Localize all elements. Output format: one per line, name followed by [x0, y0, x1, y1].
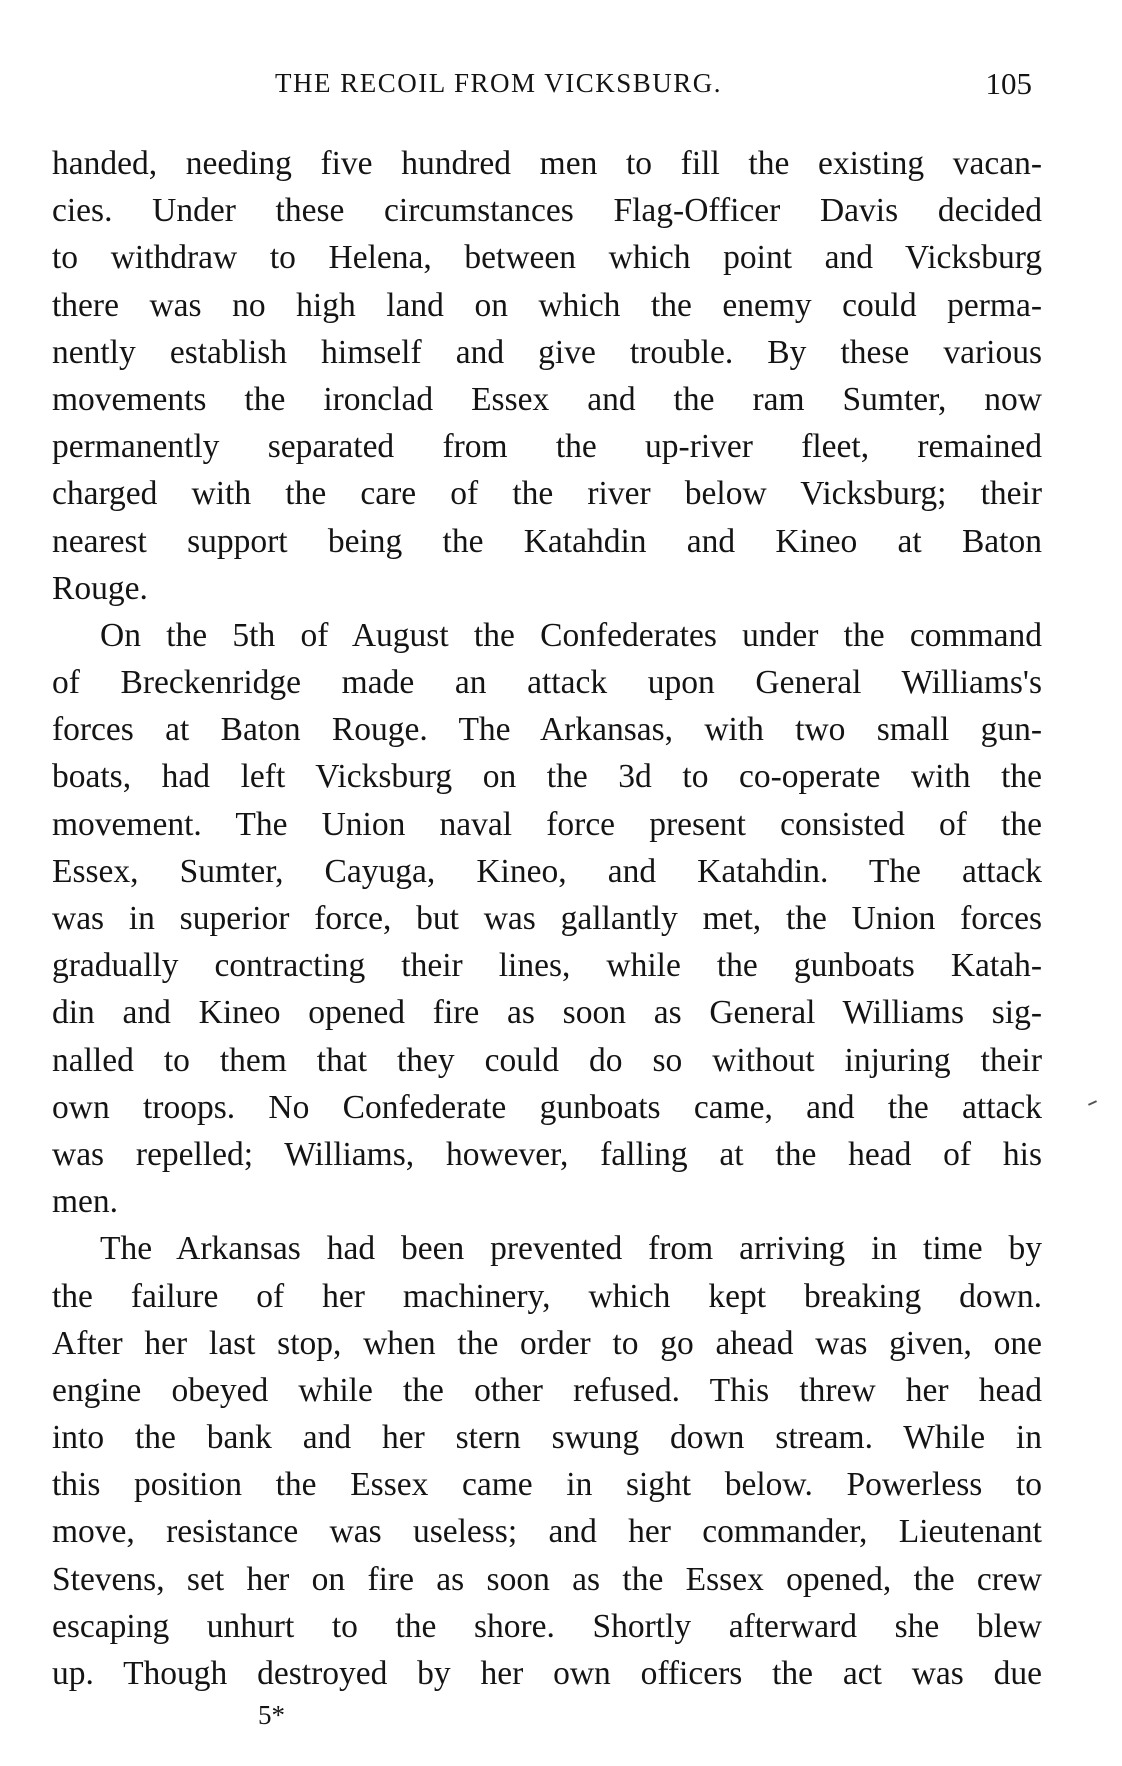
text-line: into the bank and her stern swung down stream. While in [52, 1419, 1042, 1457]
running-title: THE RECOIL FROM VICKSBURG. [275, 68, 723, 98]
text-line: was repelled; Williams, however, falling at the head of his [52, 1135, 1042, 1173]
text-line: to withdraw to Helena, between which point and Vicksburg [52, 239, 1042, 277]
text-line: nalled to them that they could do so without injuring their [52, 1041, 1042, 1079]
page-number: 105 [985, 66, 1032, 101]
text-line: gradually contracting their lines, while the gunboats Katah- [52, 947, 1042, 985]
text-line: Rouge. [52, 569, 148, 607]
text-line: forces at Baton Rouge. The Arkansas, with two small gun- [52, 711, 1042, 749]
text-line: On the 5th of August the Confederates under the command [100, 616, 1042, 654]
text-line: handed, needing five hundred men to fill the existing vacan- [52, 145, 1042, 182]
text-line: own troops. No Confederate gunboats came, and the attack [52, 1088, 1042, 1126]
text-line: Essex, Sumter, Cayuga, Kineo, and Katahdin. The attack [52, 852, 1042, 890]
text-line: there was no high land on which the enemy could perma- [52, 286, 1042, 324]
text-line: The Arkansas had been prevented from arriving in time by [100, 1230, 1042, 1268]
text-line: was in superior force, but was gallantly met, the Union forces [52, 900, 1042, 937]
text-line: Stevens, set her on fire as soon as the Essex opened, the crew [52, 1560, 1042, 1598]
body-text [52, 140, 1042, 1697]
margin-mark [1088, 1100, 1097, 1106]
signature-mark: 5* [258, 1700, 285, 1730]
text-line: din and Kineo opened fire as soon as General Williams sig- [52, 994, 1042, 1032]
text-line: move, resistance was useless; and her commander, Lieutenant [52, 1513, 1042, 1551]
text-line: movement. The Union naval force present consisted of the [52, 805, 1042, 843]
text-line: cies. Under these circumstances Flag-Officer Davis decided [52, 192, 1042, 230]
text-line: After her last stop, when the order to go ahead was given, one [52, 1324, 1042, 1362]
text-line: of Breckenridge made an attack upon General Williams's [52, 664, 1042, 702]
text-line: nently establish himself and give trouble. By these various [52, 333, 1042, 371]
text-line: engine obeyed while the other refused. This threw her head [52, 1371, 1042, 1409]
text-line: boats, had left Vicksburg on the 3d to co-operate with the [52, 758, 1042, 796]
text-line: this position the Essex came in sight below. Powerless to [52, 1466, 1042, 1504]
text-line: movements the ironclad Essex and the ram Sumter, now [52, 380, 1042, 418]
text-line: permanently separated from the up-river fleet, remained [52, 428, 1042, 466]
text-line: escaping unhurt to the shore. Shortly afterward she blew [52, 1607, 1042, 1645]
page-header [60, 62, 1040, 110]
text-line: men. [52, 1183, 119, 1221]
text-line: charged with the care of the river below Vicksburg; their [52, 475, 1042, 513]
text-line: the failure of her machinery, which kept breaking down. [52, 1277, 1042, 1315]
text-line: nearest support being the Katahdin and Kineo at Baton [52, 522, 1042, 560]
text-line: up. Though destroyed by her own officers the act was due [52, 1655, 1042, 1692]
